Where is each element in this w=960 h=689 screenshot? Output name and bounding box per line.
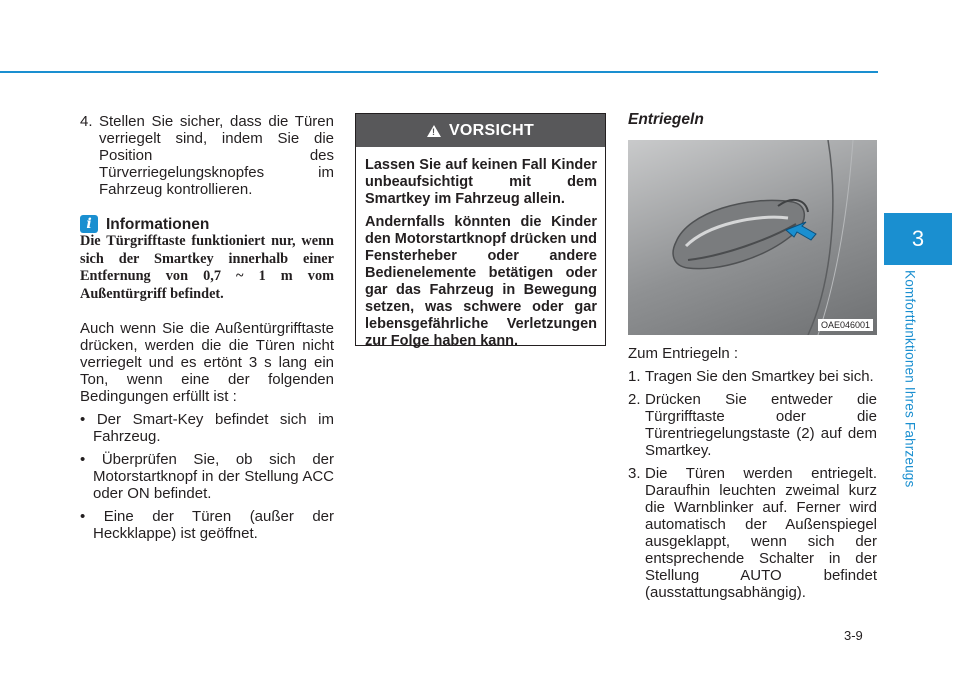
warning-header xyxy=(356,114,605,147)
warning-paragraph: Andernfalls könnten die Kinder den Motorstartknopf drücken und Fensterheber oder andere Bedienelemente betätigen oder gar das Fahrzeug in Bewegung setzen, was schwere oder gar lebensgefährliche Verletzungen zur Folge haben kann. xyxy=(365,214,597,349)
step-4-line: Türverriegelungsknopfes im xyxy=(99,164,334,181)
door-handle-illustration xyxy=(628,140,877,335)
chapter-tab xyxy=(884,213,952,265)
warning-title: VORSICHT xyxy=(448,121,535,139)
warning-body xyxy=(356,147,605,350)
unlock-step xyxy=(628,368,877,385)
list-item: • Der Smart-Key befindet sich im Fahrzeug. xyxy=(80,411,334,445)
unlock-step xyxy=(628,391,877,459)
body-paragraph: Auch wenn Sie die Außentürgrifftaste drücken, werden die die Türen nicht verriegelt und es ertönt 3 s lang ein Ton, wenn eine der folgenden Bedingungen erfüllt ist : xyxy=(80,320,334,405)
section-title: Entriegeln xyxy=(628,111,704,128)
list-item-text: Überprüfen Sie, ob sich der Motorstartknopf in der Stellung ACC oder ON befindet. xyxy=(93,451,335,502)
step-4 xyxy=(80,113,334,198)
info-heading xyxy=(80,215,334,233)
info-title: Informationen xyxy=(106,215,210,233)
chapter-number: 3 xyxy=(911,226,925,251)
unlock-step xyxy=(628,465,877,601)
step-text: Drücken Sie entweder die Türgrifftaste oder die Türentriegelungstaste (2) auf dem Smartkey. xyxy=(645,391,877,459)
header-rule xyxy=(0,71,878,73)
step-text: Tragen Sie den Smartkey bei sich. xyxy=(645,368,874,385)
step-4-line: Fahrzeug kontrollieren. xyxy=(99,181,253,198)
list-item-text: Der Smart-Key befindet sich im Fahrzeug. xyxy=(93,411,334,445)
info-text: Die Türgrifftaste funktioniert nur, wenn sich der Smartkey innerhalb einer Entfernung von 0,7 ~ 1 m vom Außentürgriff befindet. xyxy=(80,233,334,302)
step-text: Die Türen werden entriegelt. Daraufhin leuchten zweimal kurz die Warnblinker auf. Ferner wird automatisch der Außenspiegel ausgeklappt, wenn sich der entsprechende Schalter in der Stellung AUTO befindet (ausstattungsabhängig). xyxy=(645,465,877,601)
left-column xyxy=(80,113,334,542)
list-item-text: Eine der Türen (außer der Heckklappe) ist geöffnet. xyxy=(93,508,335,542)
warning-triangle-icon: ! xyxy=(427,125,441,137)
image-code: OAE046001 xyxy=(818,319,873,331)
step-4-line: Stellen Sie sicher, dass die Türen xyxy=(99,113,334,130)
info-icon: i xyxy=(80,215,98,233)
warning-box xyxy=(355,113,606,349)
step-4-line: Position des xyxy=(99,147,334,164)
warning-paragraph: Lassen Sie auf keinen Fall Kinder unbeaufsichtigt mit dem Smartkey im Fahrzeug allein. xyxy=(365,157,597,207)
list-item: • Überprüfen Sie, ob sich der Motorstartknopf in der Stellung ACC oder ON befindet. xyxy=(80,451,335,502)
door-handle-photo xyxy=(628,140,877,335)
step-4-number: 4. xyxy=(80,113,93,130)
page-number: 3-9 xyxy=(844,628,863,643)
list-item: • Eine der Türen (außer der Heckklappe) ist geöffnet. xyxy=(80,508,335,542)
right-column xyxy=(628,345,877,601)
bullet-list xyxy=(80,411,334,542)
step-number: 1. xyxy=(628,368,641,385)
chapter-title: Komfortfunktionen Ihres Fahrzeugs xyxy=(902,270,918,488)
intro-text: Zum Entriegeln : xyxy=(628,345,739,362)
step-4-line: verriegelt sind, indem Sie die xyxy=(99,130,334,147)
step-number: 2. xyxy=(628,391,641,408)
step-number: 3. xyxy=(628,465,641,482)
